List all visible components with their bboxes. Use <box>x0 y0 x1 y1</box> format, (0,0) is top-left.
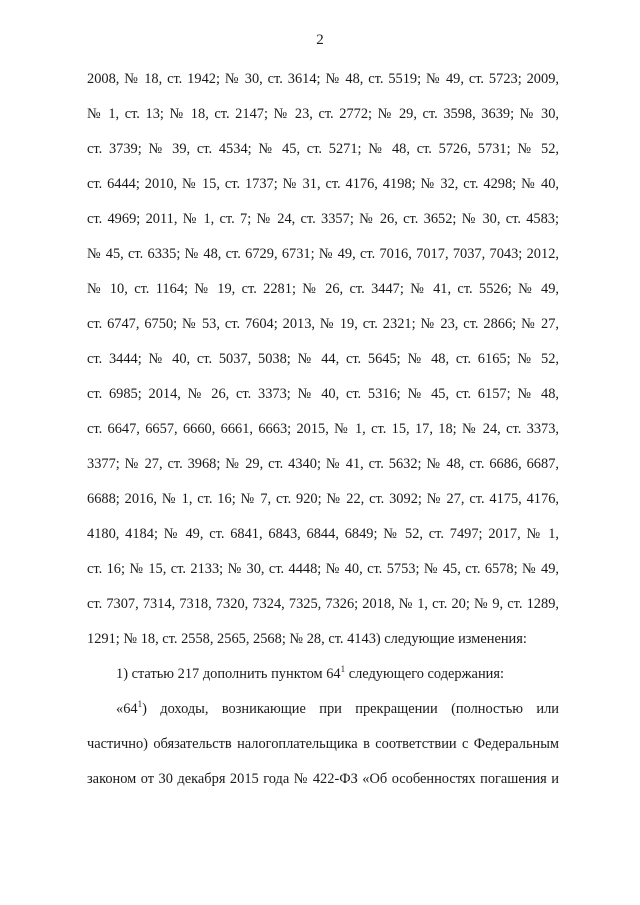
quote-line: частично) обязательств налогоплательщика в соответствии с Федеральным <box>87 736 559 752</box>
text-line: ст. 6985; 2014, № 26, ст. 3373; № 40, ст. 5316; № 45, ст. 6157; № 48, <box>87 386 559 402</box>
text-line: № 45, ст. 6335; № 48, ст. 6729, 6731; № 49, ст. 7016, 7017, 7037, 7043; 2012, <box>87 246 559 262</box>
quote-superscript: 1 <box>137 699 143 710</box>
text-line: ст. 3444; № 40, ст. 5037, 5038; № 44, ст. 5645; № 48, ст. 6165; № 52, <box>87 351 559 367</box>
text-line: ст. 4969; 2011, № 1, ст. 7; № 24, ст. 3357; № 26, ст. 3652; № 30, ст. 4583; <box>87 211 559 227</box>
text-line: ст. 6647, 6657, 6660, 6661, 6663; 2015, № 1, ст. 15, 17, 18; № 24, ст. 3373, <box>87 421 559 437</box>
item1-text-end: следующего содержания: <box>345 666 504 682</box>
text-line: ст. 6444; 2010, № 15, ст. 1737; № 31, ст. 4176, 4198; № 32, ст. 4298; № 40, <box>87 176 559 192</box>
amendment-item-1 <box>116 664 559 684</box>
item1-text: 1) статью 217 дополнить пунктом 64 <box>116 666 341 682</box>
text-line: 4180, 4184; № 49, ст. 6841, 6843, 6844, 6849; № 52, ст. 7497; 2017, № 1, <box>87 526 559 542</box>
text-line: № 10, ст. 1164; № 19, ст. 2281; № 26, ст. 3447; № 41, ст. 5526; № 49, <box>87 281 559 297</box>
text-line: ст. 16; № 15, ст. 2133; № 30, ст. 4448; № 40, ст. 5753; № 45, ст. 6578; № 49, <box>87 561 559 577</box>
text-line: 1291; № 18, ст. 2558, 2565, 2568; № 28, ст. 4143) следующие изменения: <box>87 631 527 647</box>
text-line: 2008, № 18, ст. 1942; № 30, ст. 3614; № 48, ст. 5519; № 49, ст. 5723; 2009, <box>87 71 559 87</box>
text-line: 6688; 2016, № 1, ст. 16; № 7, ст. 920; № 22, ст. 3092; № 27, ст. 4175, 4176, <box>87 491 559 507</box>
text-line: 3377; № 27, ст. 3968; № 29, ст. 4340; № 41, ст. 5632; № 48, ст. 6686, 6687, <box>87 456 559 472</box>
quote-rest: ) доходы, возникающие при прекращении (полностью или <box>142 701 559 717</box>
text-line: ст. 6747, 6750; № 53, ст. 7604; 2013, № 19, ст. 2321; № 23, ст. 2866; № 27, <box>87 316 559 332</box>
quote-line <box>116 699 559 719</box>
quote-line: законом от 30 декабря 2015 года № 422-ФЗ «Об особенностях погашения и <box>87 771 559 787</box>
quote-open: «64 <box>116 701 138 717</box>
item1-superscript: 1 <box>340 664 346 675</box>
text-line: ст. 3739; № 39, ст. 4534; № 45, ст. 5271; № 48, ст. 5726, 5731; № 52, <box>87 141 559 157</box>
page-number: 2 <box>316 32 324 48</box>
text-line: ст. 7307, 7314, 7318, 7320, 7324, 7325, 7326; 2018, № 1, ст. 20; № 9, ст. 1289, <box>87 596 559 612</box>
text-line: № 1, ст. 13; № 18, ст. 2147; № 23, ст. 2772; № 29, ст. 3598, 3639; № 30, <box>87 106 559 122</box>
